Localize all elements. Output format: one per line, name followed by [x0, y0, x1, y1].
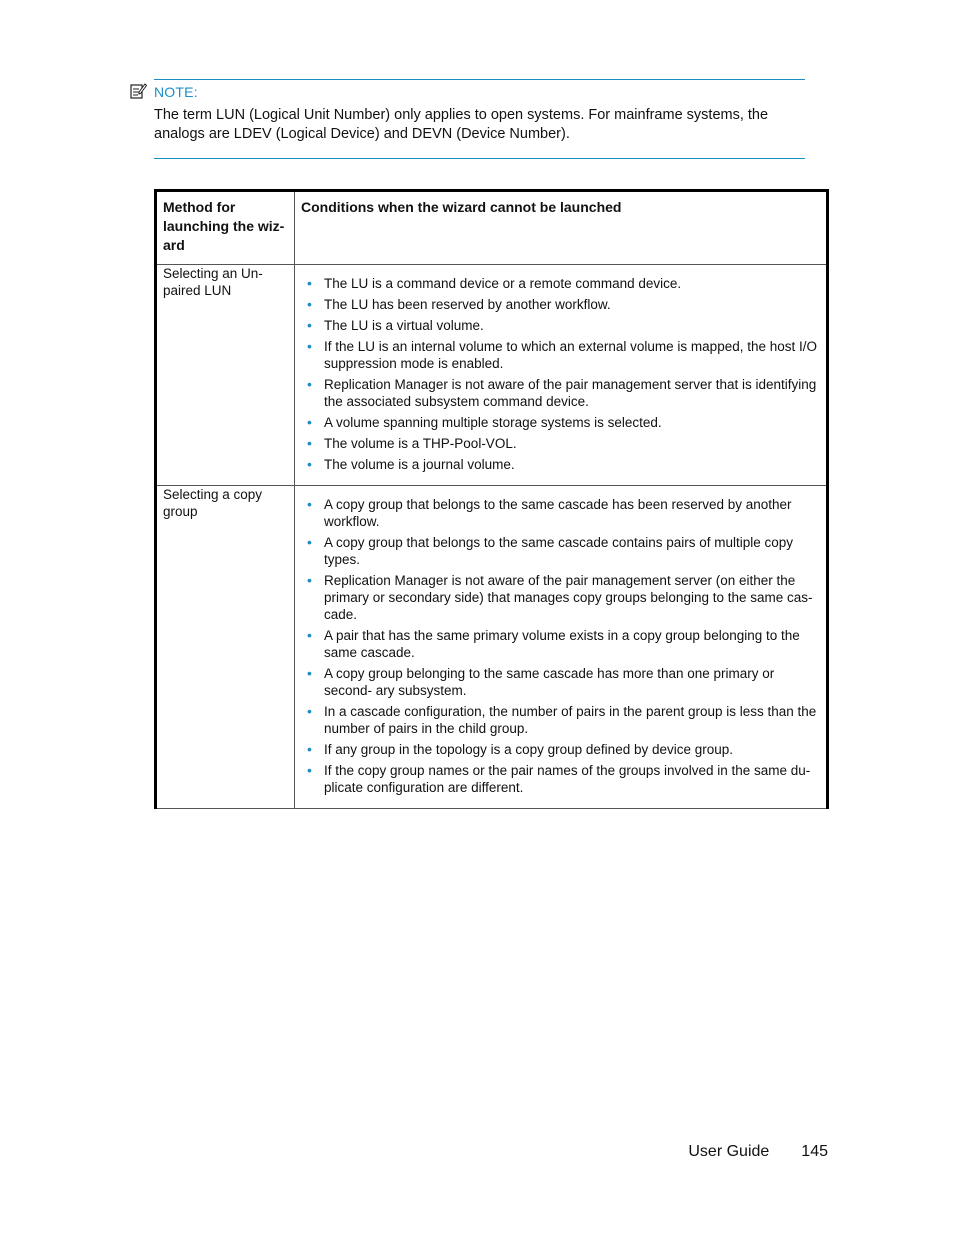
header-method: Method for launching the wiz- ard	[156, 191, 295, 265]
list-item: • A volume spanning multiple storage systems is selected.	[301, 414, 820, 431]
list-item: • Replication Manager is not aware of the pair management server that is identifying the associated subsystem command device.	[301, 376, 820, 410]
wizard-conditions-table	[154, 189, 829, 809]
header-conditions: Conditions when the wizard cannot be launched	[295, 191, 828, 265]
conditions-cell	[295, 486, 828, 809]
list-item: • The volume is a journal volume.	[301, 456, 820, 473]
list-item: • If the copy group names or the pair names of the groups involved in the same du- plicate configuration are different.	[301, 762, 820, 796]
list-item: • The volume is a THP-Pool-VOL.	[301, 435, 820, 452]
conditions-list	[301, 275, 820, 473]
conditions-list	[301, 496, 820, 796]
list-item: • The LU is a virtual volume.	[301, 317, 820, 334]
note-box	[154, 79, 805, 159]
table-row	[156, 265, 828, 486]
page-number: 145	[801, 1143, 828, 1160]
note-pencil-icon	[130, 82, 147, 99]
table-row	[156, 486, 828, 809]
list-item: • A pair that has the same primary volume exists in a copy group belonging to the same cascade.	[301, 627, 820, 661]
footer-label: User Guide	[688, 1143, 770, 1160]
list-item: • A copy group that belongs to the same cascade contains pairs of multiple copy types.	[301, 534, 820, 568]
list-item: • Replication Manager is not aware of the pair management server (on either the primary or secondary side) that manages copy groups belonging to the same cas- cade.	[301, 572, 820, 623]
table-header-row	[156, 191, 828, 265]
list-item: • The LU is a command device or a remote command device.	[301, 275, 820, 292]
list-item: • A copy group that belongs to the same cascade has been reserved by another workflow.	[301, 496, 820, 530]
page-footer	[688, 1143, 828, 1161]
list-item: • If the LU is an internal volume to which an external volume is mapped, the host I/O suppression mode is enabled.	[301, 338, 820, 372]
note-header	[154, 84, 805, 100]
note-top-rule	[154, 79, 805, 80]
note-bottom-rule	[154, 158, 805, 159]
list-item: • In a cascade configuration, the number of pairs in the parent group is less than the number of pairs in the child group.	[301, 703, 820, 737]
note-text: The term LUN (Logical Unit Number) only applies to open systems. For mainframe systems, the analogs are LDEV (Logical Device) and DEVN (Device Number).	[154, 107, 769, 142]
list-item: • If any group in the topology is a copy group defined by device group.	[301, 741, 820, 758]
note-label: NOTE:	[154, 84, 198, 100]
conditions-cell	[295, 265, 828, 486]
list-item: • A copy group belonging to the same cascade has more than one primary or second- ary subsystem.	[301, 665, 820, 699]
method-cell: Selecting an Un- paired LUN	[156, 265, 295, 486]
method-cell: Selecting a copy group	[156, 486, 295, 809]
list-item: • The LU has been reserved by another workflow.	[301, 296, 820, 313]
